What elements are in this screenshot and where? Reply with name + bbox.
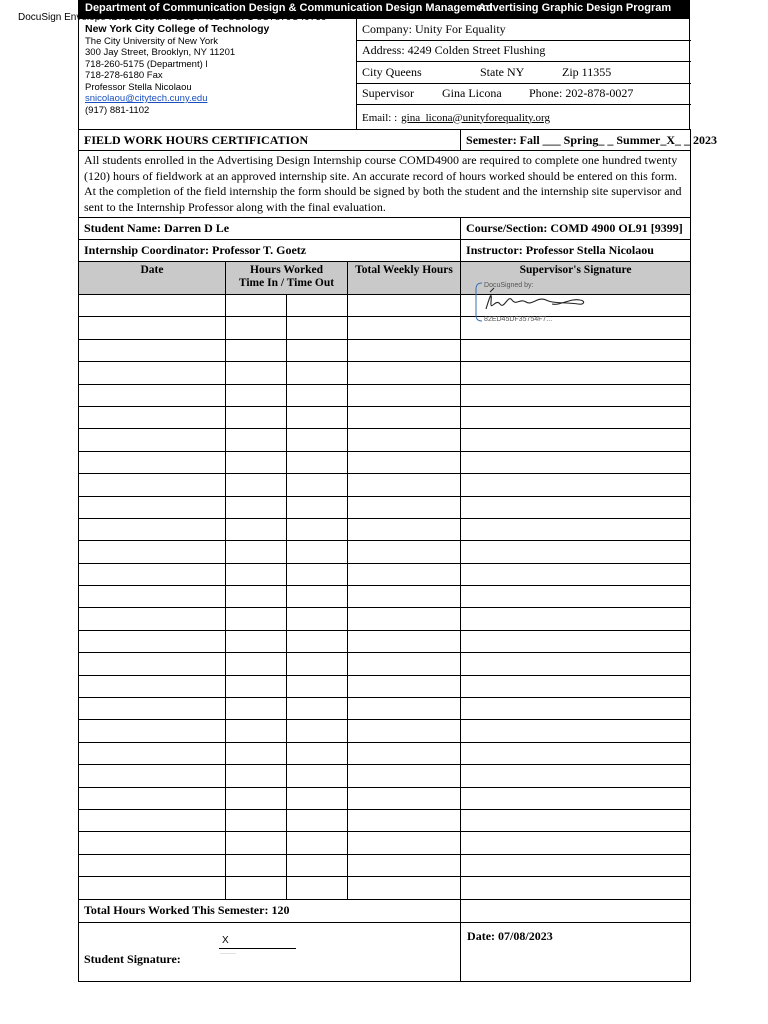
- hours-row: [79, 653, 691, 675]
- supervisor-signature-cell[interactable]: [461, 832, 691, 854]
- supervisor-name: Gina Licona: [442, 86, 502, 101]
- date-cell[interactable]: [79, 339, 226, 361]
- supervisor-signature-cell[interactable]: [461, 384, 691, 406]
- weekly-hours-cell[interactable]: [348, 608, 461, 630]
- time-in-cell[interactable]: [226, 630, 287, 652]
- hours-row: [79, 518, 691, 540]
- hours-row: [79, 608, 691, 630]
- hours-row: [79, 877, 691, 899]
- time-in-cell[interactable]: [226, 742, 287, 764]
- supervisor-signature-cell[interactable]: [461, 406, 691, 428]
- date-cell[interactable]: [79, 742, 226, 764]
- time-in-cell[interactable]: [226, 765, 287, 787]
- total-hours: Total Hours Worked This Semester: 120: [79, 899, 461, 922]
- time-out-cell[interactable]: [287, 787, 348, 809]
- time-out-cell[interactable]: [287, 698, 348, 720]
- hours-row: [79, 698, 691, 720]
- date-cell[interactable]: [79, 698, 226, 720]
- col-header-date: Date: [79, 262, 226, 295]
- date-cell[interactable]: [79, 586, 226, 608]
- hours-row: [79, 339, 691, 361]
- supervisor-signature-cell[interactable]: [461, 787, 691, 809]
- hours-row: [79, 832, 691, 854]
- time-in-cell[interactable]: [226, 362, 287, 384]
- time-out-cell[interactable]: [287, 518, 348, 540]
- instructor-name: Instructor: Professor Stella Nicolaou: [461, 240, 691, 262]
- fieldwork-form: [78, 0, 718, 982]
- hours-row: [79, 854, 691, 876]
- date-cell[interactable]: [79, 877, 226, 899]
- supervisor-signature-cell[interactable]: [461, 563, 691, 585]
- university-name: The City University of New York: [85, 35, 219, 47]
- date-cell[interactable]: [79, 474, 226, 496]
- weekly-hours-cell[interactable]: [348, 496, 461, 518]
- time-in-cell[interactable]: [226, 295, 287, 317]
- hours-row: [79, 720, 691, 742]
- date-cell[interactable]: [79, 384, 226, 406]
- time-in-cell[interactable]: [226, 496, 287, 518]
- header-block: [78, 19, 690, 129]
- company-name-field[interactable]: [357, 19, 691, 41]
- date-cell[interactable]: [79, 362, 226, 384]
- company-city-field[interactable]: [357, 62, 691, 84]
- weekly-hours-cell[interactable]: [348, 877, 461, 899]
- time-out-cell[interactable]: [287, 742, 348, 764]
- supervisor-signature-cell[interactable]: [461, 496, 691, 518]
- supervisor-signature-cell[interactable]: [461, 877, 691, 899]
- weekly-hours-cell[interactable]: [348, 563, 461, 585]
- time-out-cell[interactable]: [287, 854, 348, 876]
- time-out-cell[interactable]: [287, 406, 348, 428]
- hours-row: [79, 541, 691, 563]
- hours-row: [79, 809, 691, 831]
- weekly-hours-cell[interactable]: [348, 698, 461, 720]
- supervisor-signature-cell[interactable]: [461, 282, 691, 323]
- weekly-hours-cell[interactable]: [348, 675, 461, 697]
- company-supervisor-field[interactable]: [357, 84, 691, 106]
- time-in-cell[interactable]: [226, 675, 287, 697]
- time-out-cell[interactable]: [287, 877, 348, 899]
- time-out-cell[interactable]: [287, 362, 348, 384]
- date-cell[interactable]: [79, 630, 226, 652]
- col-header-weekly: Total Weekly Hours: [348, 262, 461, 295]
- date-cell[interactable]: [79, 765, 226, 787]
- time-out-cell[interactable]: [287, 608, 348, 630]
- time-in-cell[interactable]: [226, 406, 287, 428]
- supervisor-signature-cell[interactable]: [461, 653, 691, 675]
- supervisor-label: Supervisor: [362, 86, 414, 101]
- time-in-cell[interactable]: [226, 518, 287, 540]
- weekly-hours-cell[interactable]: [348, 630, 461, 652]
- weekly-hours-cell[interactable]: [348, 854, 461, 876]
- date-cell[interactable]: [79, 854, 226, 876]
- college-info: [85, 24, 269, 116]
- company-address: Address: 4249 Colden Street Flushing: [362, 43, 546, 58]
- weekly-hours-cell[interactable]: [348, 787, 461, 809]
- weekly-hours-cell[interactable]: [348, 809, 461, 831]
- supervisor-signature-cell[interactable]: [461, 362, 691, 384]
- time-out-cell[interactable]: [287, 429, 348, 451]
- time-out-cell[interactable]: [287, 474, 348, 496]
- time-out-cell[interactable]: [287, 653, 348, 675]
- time-in-cell[interactable]: [226, 563, 287, 585]
- supervisor-signature-cell[interactable]: [461, 809, 691, 831]
- time-in-cell[interactable]: [226, 451, 287, 473]
- supervisor-signature-cell[interactable]: [461, 586, 691, 608]
- supervisor-signature-cell[interactable]: [461, 474, 691, 496]
- supervisor-email: gina_licona@unityforequality.org: [401, 111, 550, 124]
- student-signature-cell[interactable]: [79, 922, 461, 981]
- time-in-cell[interactable]: [226, 698, 287, 720]
- weekly-hours-cell[interactable]: [348, 339, 461, 361]
- time-in-cell[interactable]: [226, 474, 287, 496]
- time-in-cell[interactable]: [226, 339, 287, 361]
- date-cell[interactable]: [79, 832, 226, 854]
- supervisor-signature-cell[interactable]: [461, 675, 691, 697]
- college-address: 300 Jay Street, Brooklyn, NY 11201: [85, 47, 236, 58]
- time-in-cell[interactable]: [226, 384, 287, 406]
- weekly-hours-cell[interactable]: [348, 541, 461, 563]
- company-zip: Zip 11355: [562, 64, 612, 79]
- hours-row: [79, 563, 691, 585]
- docusign-code: 82ED45DF35754F7...: [484, 316, 553, 323]
- professor-name: Professor Stella Nicolaou: [85, 81, 192, 93]
- supervisor-signature-cell[interactable]: [461, 339, 691, 361]
- date-cell[interactable]: [79, 541, 226, 563]
- date-cell[interactable]: [79, 563, 226, 585]
- col-header-hours-line1: Hours Worked: [250, 264, 323, 276]
- college-fax: 718-278-6180 Fax: [85, 70, 163, 81]
- student-signature-label: Student Signature:: [84, 951, 181, 966]
- time-in-cell[interactable]: [226, 586, 287, 608]
- hours-row: [79, 787, 691, 809]
- hours-row: [79, 675, 691, 697]
- hours-row: [79, 295, 691, 317]
- company-info: [356, 19, 691, 129]
- docusign-envelope-id: DocuSign Envelope ID: DE7150A9-D314-4984-8CF1-8C7879C49739: [18, 12, 327, 23]
- time-out-cell[interactable]: [287, 317, 348, 339]
- col-header-hours: [226, 262, 348, 295]
- date-cell[interactable]: [79, 451, 226, 473]
- date-cell[interactable]: [79, 608, 226, 630]
- date-cell[interactable]: [79, 295, 226, 317]
- date-cell[interactable]: [79, 429, 226, 451]
- supervisor-signature-cell[interactable]: [461, 608, 691, 630]
- time-out-cell[interactable]: [287, 384, 348, 406]
- date-cell[interactable]: [79, 787, 226, 809]
- time-in-cell[interactable]: [226, 541, 287, 563]
- time-in-cell[interactable]: [226, 854, 287, 876]
- supervisor-signature-cell[interactable]: [461, 541, 691, 563]
- supervisor-signature-cell[interactable]: [461, 518, 691, 540]
- hours-form-table: [78, 129, 718, 982]
- student-name[interactable]: Student Name: Darren D Le: [79, 218, 461, 240]
- time-out-cell[interactable]: [287, 720, 348, 742]
- col-header-hours-line2: Time In / Time Out: [238, 277, 335, 289]
- weekly-hours-cell[interactable]: [348, 586, 461, 608]
- time-out-cell[interactable]: [287, 496, 348, 518]
- weekly-hours-cell[interactable]: [348, 429, 461, 451]
- company-state: State NY: [480, 64, 525, 79]
- date-cell[interactable]: [79, 675, 226, 697]
- time-out-cell[interactable]: [287, 765, 348, 787]
- time-in-cell[interactable]: [226, 653, 287, 675]
- supervisor-signature-cell[interactable]: [461, 742, 691, 764]
- hours-row: [79, 496, 691, 518]
- time-in-cell[interactable]: [226, 608, 287, 630]
- date-cell[interactable]: [79, 809, 226, 831]
- weekly-hours-cell[interactable]: [348, 742, 461, 764]
- department-name: Department of Communication Design & Communication Design Management: [85, 2, 493, 14]
- supervisor-signature-cell[interactable]: [461, 720, 691, 742]
- supervisor-signature-cell[interactable]: [461, 765, 691, 787]
- supervisor-signature-cell[interactable]: [461, 698, 691, 720]
- date-cell[interactable]: [79, 496, 226, 518]
- hours-row: [79, 384, 691, 406]
- date-cell[interactable]: [79, 406, 226, 428]
- time-out-cell[interactable]: [287, 809, 348, 831]
- hours-row: [79, 586, 691, 608]
- time-in-cell[interactable]: [226, 877, 287, 899]
- col-header-signature: Supervisor's Signature: [461, 262, 691, 295]
- college-name: New York City College of Technology: [85, 23, 270, 35]
- time-out-cell[interactable]: [287, 630, 348, 652]
- time-out-cell[interactable]: [287, 563, 348, 585]
- time-out-cell[interactable]: [287, 586, 348, 608]
- time-in-cell[interactable]: [226, 429, 287, 451]
- hours-row: [79, 474, 691, 496]
- hours-row: [79, 742, 691, 764]
- time-in-cell[interactable]: [226, 720, 287, 742]
- email-label: Email: :: [362, 111, 398, 124]
- time-out-cell[interactable]: [287, 541, 348, 563]
- hours-row: [79, 451, 691, 473]
- company-address-field[interactable]: [357, 41, 691, 63]
- time-out-cell[interactable]: [287, 451, 348, 473]
- weekly-hours-cell[interactable]: [348, 451, 461, 473]
- company-email-field[interactable]: [357, 105, 691, 130]
- time-in-cell[interactable]: [226, 787, 287, 809]
- college-phone: 718-260-5175 (Department) l: [85, 58, 208, 70]
- docusign-stamp: [474, 282, 674, 322]
- professor-email[interactable]: snicolaou@citytech.cuny.edu: [85, 93, 208, 104]
- date-cell[interactable]: [79, 518, 226, 540]
- program-name: Advertising Graphic Design Program: [478, 2, 672, 14]
- signature-x-mark: X: [222, 934, 229, 946]
- professor-phone: (917) 881-1102: [85, 104, 150, 116]
- weekly-hours-cell[interactable]: [348, 720, 461, 742]
- weekly-hours-cell[interactable]: [348, 474, 461, 496]
- hours-row: [79, 362, 691, 384]
- hours-row: [79, 765, 691, 787]
- company-city: City Queens: [362, 64, 422, 79]
- weekly-hours-cell[interactable]: [348, 518, 461, 540]
- weekly-hours-cell[interactable]: [348, 765, 461, 787]
- total-hours-blank[interactable]: [461, 899, 691, 922]
- supervisor-signature-cell[interactable]: [461, 451, 691, 473]
- date-cell[interactable]: [79, 653, 226, 675]
- student-signature-line[interactable]: [219, 935, 296, 949]
- weekly-hours-cell[interactable]: [348, 362, 461, 384]
- supervisor-signature-cell[interactable]: [461, 854, 691, 876]
- time-out-cell[interactable]: [287, 339, 348, 361]
- weekly-hours-cell[interactable]: [348, 295, 461, 317]
- date-cell[interactable]: [79, 317, 226, 339]
- form-title: FIELD WORK HOURS CERTIFICATION: [79, 130, 461, 151]
- signature-date[interactable]: Date: 07/08/2023: [461, 922, 691, 981]
- supervisor-signature-cell[interactable]: [461, 630, 691, 652]
- hours-row: [79, 429, 691, 451]
- supervisor-signature-cell[interactable]: [461, 429, 691, 451]
- hours-row: [79, 630, 691, 652]
- weekly-hours-cell[interactable]: [348, 317, 461, 339]
- company-name: Company: Unity For Equality: [362, 21, 506, 36]
- signature-fine-print: ————: [220, 949, 236, 955]
- weekly-hours-cell[interactable]: [348, 406, 461, 428]
- time-out-cell[interactable]: [287, 832, 348, 854]
- time-in-cell[interactable]: [226, 832, 287, 854]
- supervisor-phone: Phone: 202-878-0027: [529, 86, 634, 101]
- weekly-hours-cell[interactable]: [348, 384, 461, 406]
- instructions-text: All students enrolled in the Advertising Design Internship course COMD4900 are required to complete one hundred twenty (120) hours of fieldwork at an approved internship site. An accurate record of hours worked should be entered on this form. At the completion of the field internship the form should be signed by both the student and the internship site supervisor and sent to the Internship Professor along with the final evaluation.: [79, 151, 691, 218]
- course-section[interactable]: Course/Section: COMD 4900 OL91 [9399]: [461, 218, 691, 240]
- time-out-cell[interactable]: [287, 295, 348, 317]
- time-in-cell[interactable]: [226, 809, 287, 831]
- date-cell[interactable]: [79, 720, 226, 742]
- time-in-cell[interactable]: [226, 317, 287, 339]
- semester-field[interactable]: Semester: Fall ___ Spring_ _ Summer_X_ _ 2023: [461, 130, 691, 151]
- internship-coordinator: Internship Coordinator: Professor T. Goetz: [79, 240, 461, 262]
- time-out-cell[interactable]: [287, 675, 348, 697]
- weekly-hours-cell[interactable]: [348, 832, 461, 854]
- hours-row: [79, 406, 691, 428]
- weekly-hours-cell[interactable]: [348, 653, 461, 675]
- docusign-tag: DocuSigned by:: [484, 282, 534, 289]
